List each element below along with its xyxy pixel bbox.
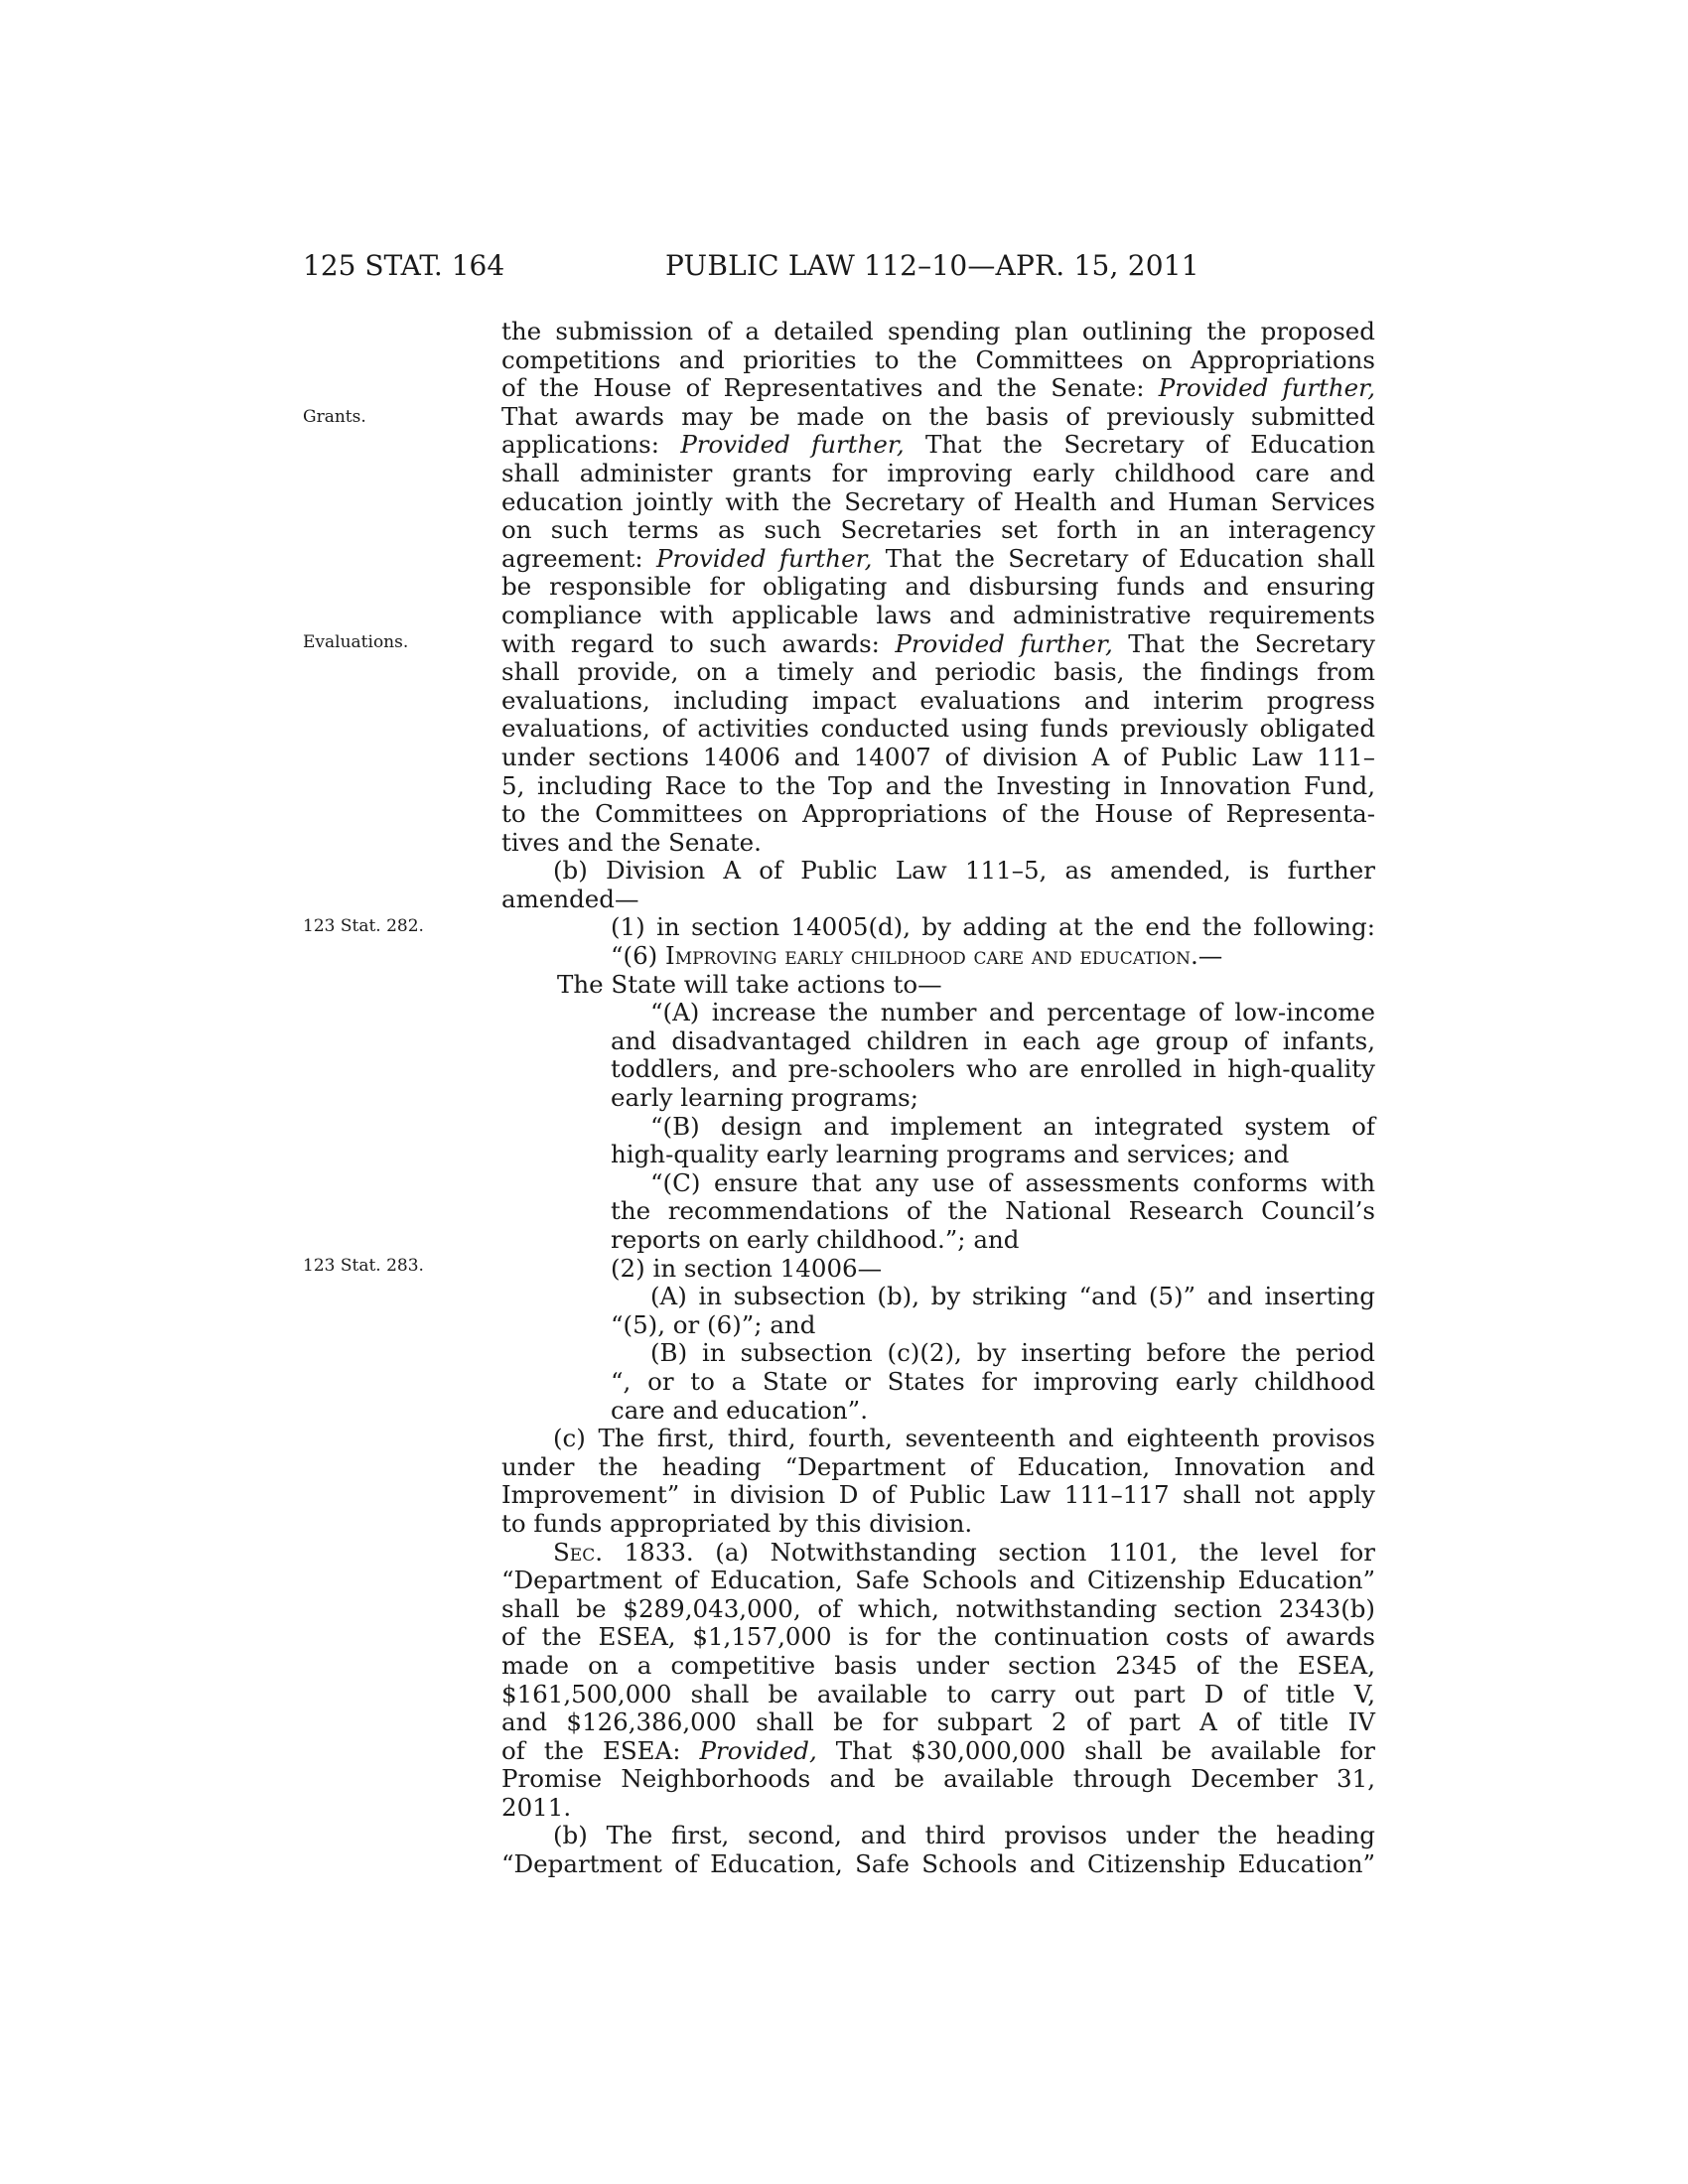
text-line: to the Committees on Appropriations of the House of Representa- bbox=[501, 799, 1375, 829]
text-line: (c) The first, third, fourth, seventeenth and eighteenth provisos bbox=[553, 1424, 1375, 1453]
text-line: “(C) ensure that any use of assessments conforms with bbox=[650, 1167, 1375, 1197]
text-line: $161,500,000 shall be available to carry out part D of title V, bbox=[501, 1679, 1375, 1708]
text-line: “Department of Education, Safe Schools and Citizenship Education” bbox=[501, 1849, 1375, 1879]
text-line: made on a competitive basis under section 2345 of the ESEA, bbox=[501, 1650, 1375, 1680]
text-line: under the heading “Department of Education, Innovation and bbox=[501, 1451, 1375, 1481]
text-line: compliance with applicable laws and administrative requirements bbox=[501, 600, 1375, 629]
text-line: under sections 14006 and 14007 of division A of Public Law 111– bbox=[501, 742, 1375, 771]
margin-note-grants: Grants. bbox=[303, 407, 366, 427]
text-line: reports on early childhood.”; and bbox=[611, 1225, 1020, 1254]
text-line: care and education”. bbox=[611, 1395, 868, 1425]
text-line: (1) in section 14005(d), by adding at the end the following: bbox=[611, 912, 1375, 942]
text-line: Promise Neighborhoods and be available through December 31, bbox=[501, 1764, 1375, 1794]
text-line: on such terms as such Secretaries set forth in an interagency bbox=[501, 515, 1375, 545]
text-line: of the ESEA: Provided, That $30,000,000 shall be available for bbox=[501, 1735, 1376, 1765]
public-law-title: PUBLIC LAW 112–10—APR. 15, 2011 bbox=[665, 249, 1199, 282]
text-line: applications: Provided further, That the Secretary of Education bbox=[501, 430, 1375, 460]
text-line: “(5), or (6)”; and bbox=[611, 1309, 816, 1339]
text-line: evaluations, of activities conducted using funds previously obligated bbox=[501, 714, 1375, 744]
text-line: competitions and priorities to the Committees on Appropriations bbox=[501, 344, 1375, 374]
text-line: (B) in subsection (c)(2), by inserting before the period bbox=[650, 1338, 1375, 1368]
text-line: be responsible for obligating and disbursing funds and ensuring bbox=[501, 572, 1375, 602]
text-line: high-quality early learning programs and services; and bbox=[611, 1140, 1290, 1169]
text-line: the recommendations of the National Research Council’s bbox=[611, 1196, 1375, 1226]
margin-note-stat-283: 123 Stat. 283. bbox=[303, 1256, 424, 1276]
text-line: “, or to a State or States for improving early childhood bbox=[611, 1366, 1375, 1396]
text-line: (b) The first, second, and third provisos under the heading bbox=[553, 1821, 1375, 1850]
text-line: tives and the Senate. bbox=[501, 827, 762, 857]
text-line: early learning programs; bbox=[611, 1083, 919, 1113]
text-line: That awards may be made on the basis of previously submitted bbox=[501, 401, 1375, 431]
text-line: with regard to such awards: Provided further, That the Secretary bbox=[501, 628, 1375, 658]
stat-page-number: 125 STAT. 164 bbox=[303, 249, 505, 282]
margin-note-stat-282: 123 Stat. 282. bbox=[303, 916, 424, 936]
text-line: toddlers, and pre-schoolers who are enrolled in high-quality bbox=[611, 1054, 1375, 1084]
text-line: and disadvantaged children in each age group of infants, bbox=[611, 1025, 1375, 1055]
text-line: (b) Division A of Public Law 111–5, as amended, is further bbox=[553, 856, 1375, 886]
text-line: amended— bbox=[501, 884, 639, 913]
margin-note-evaluations: Evaluations. bbox=[303, 632, 409, 652]
section-heading-line: Sec. 1833. (a) Notwithstanding section 1101, the level for bbox=[553, 1537, 1375, 1567]
text-line: the submission of a detailed spending plan outlining the proposed bbox=[501, 317, 1375, 345]
text-line: Improvement” in division D of Public Law 111–117 shall not apply bbox=[501, 1480, 1375, 1510]
text-line: (2) in section 14006— bbox=[611, 1253, 883, 1283]
text-line: shall administer grants for improving early childhood care and bbox=[501, 458, 1375, 487]
text-line: The State will take actions to— bbox=[557, 969, 942, 999]
text-line: of the ESEA, $1,157,000 is for the continuation costs of awards bbox=[501, 1622, 1375, 1652]
text-line: education jointly with the Secretary of Health and Human Services bbox=[501, 486, 1375, 516]
body-text bbox=[501, 318, 1375, 1879]
text-line: evaluations, including impact evaluations and interim progress bbox=[501, 685, 1375, 715]
text-line: (A) in subsection (b), by striking “and (5)” and inserting bbox=[650, 1282, 1375, 1311]
text-line: “(A) increase the number and percentage of low-income bbox=[650, 998, 1375, 1027]
text-line: “(6) Improving early childhood care and education.— bbox=[611, 941, 1223, 971]
text-line: 2011. bbox=[501, 1792, 572, 1822]
text-line: “Department of Education, Safe Schools and Citizenship Education” bbox=[501, 1566, 1375, 1595]
text-line: shall provide, on a timely and periodic basis, the findings from bbox=[501, 657, 1375, 687]
text-line: “(B) design and implement an integrated system of bbox=[650, 1111, 1375, 1141]
text-line: 5, including Race to the Top and the Investing in Innovation Fund, bbox=[501, 770, 1375, 800]
text-line: of the House of Representatives and the Senate: Provided further, bbox=[501, 373, 1375, 403]
text-line: agreement: Provided further, That the Secretary of Education shall bbox=[501, 543, 1375, 573]
text-line: shall be $289,043,000, of which, notwithstanding section 2343(b) bbox=[501, 1593, 1375, 1623]
running-header bbox=[303, 246, 1370, 286]
text-line: and $126,386,000 shall be for subpart 2 of part A of title IV bbox=[501, 1707, 1375, 1737]
text-line: to funds appropriated by this division. bbox=[501, 1508, 973, 1538]
